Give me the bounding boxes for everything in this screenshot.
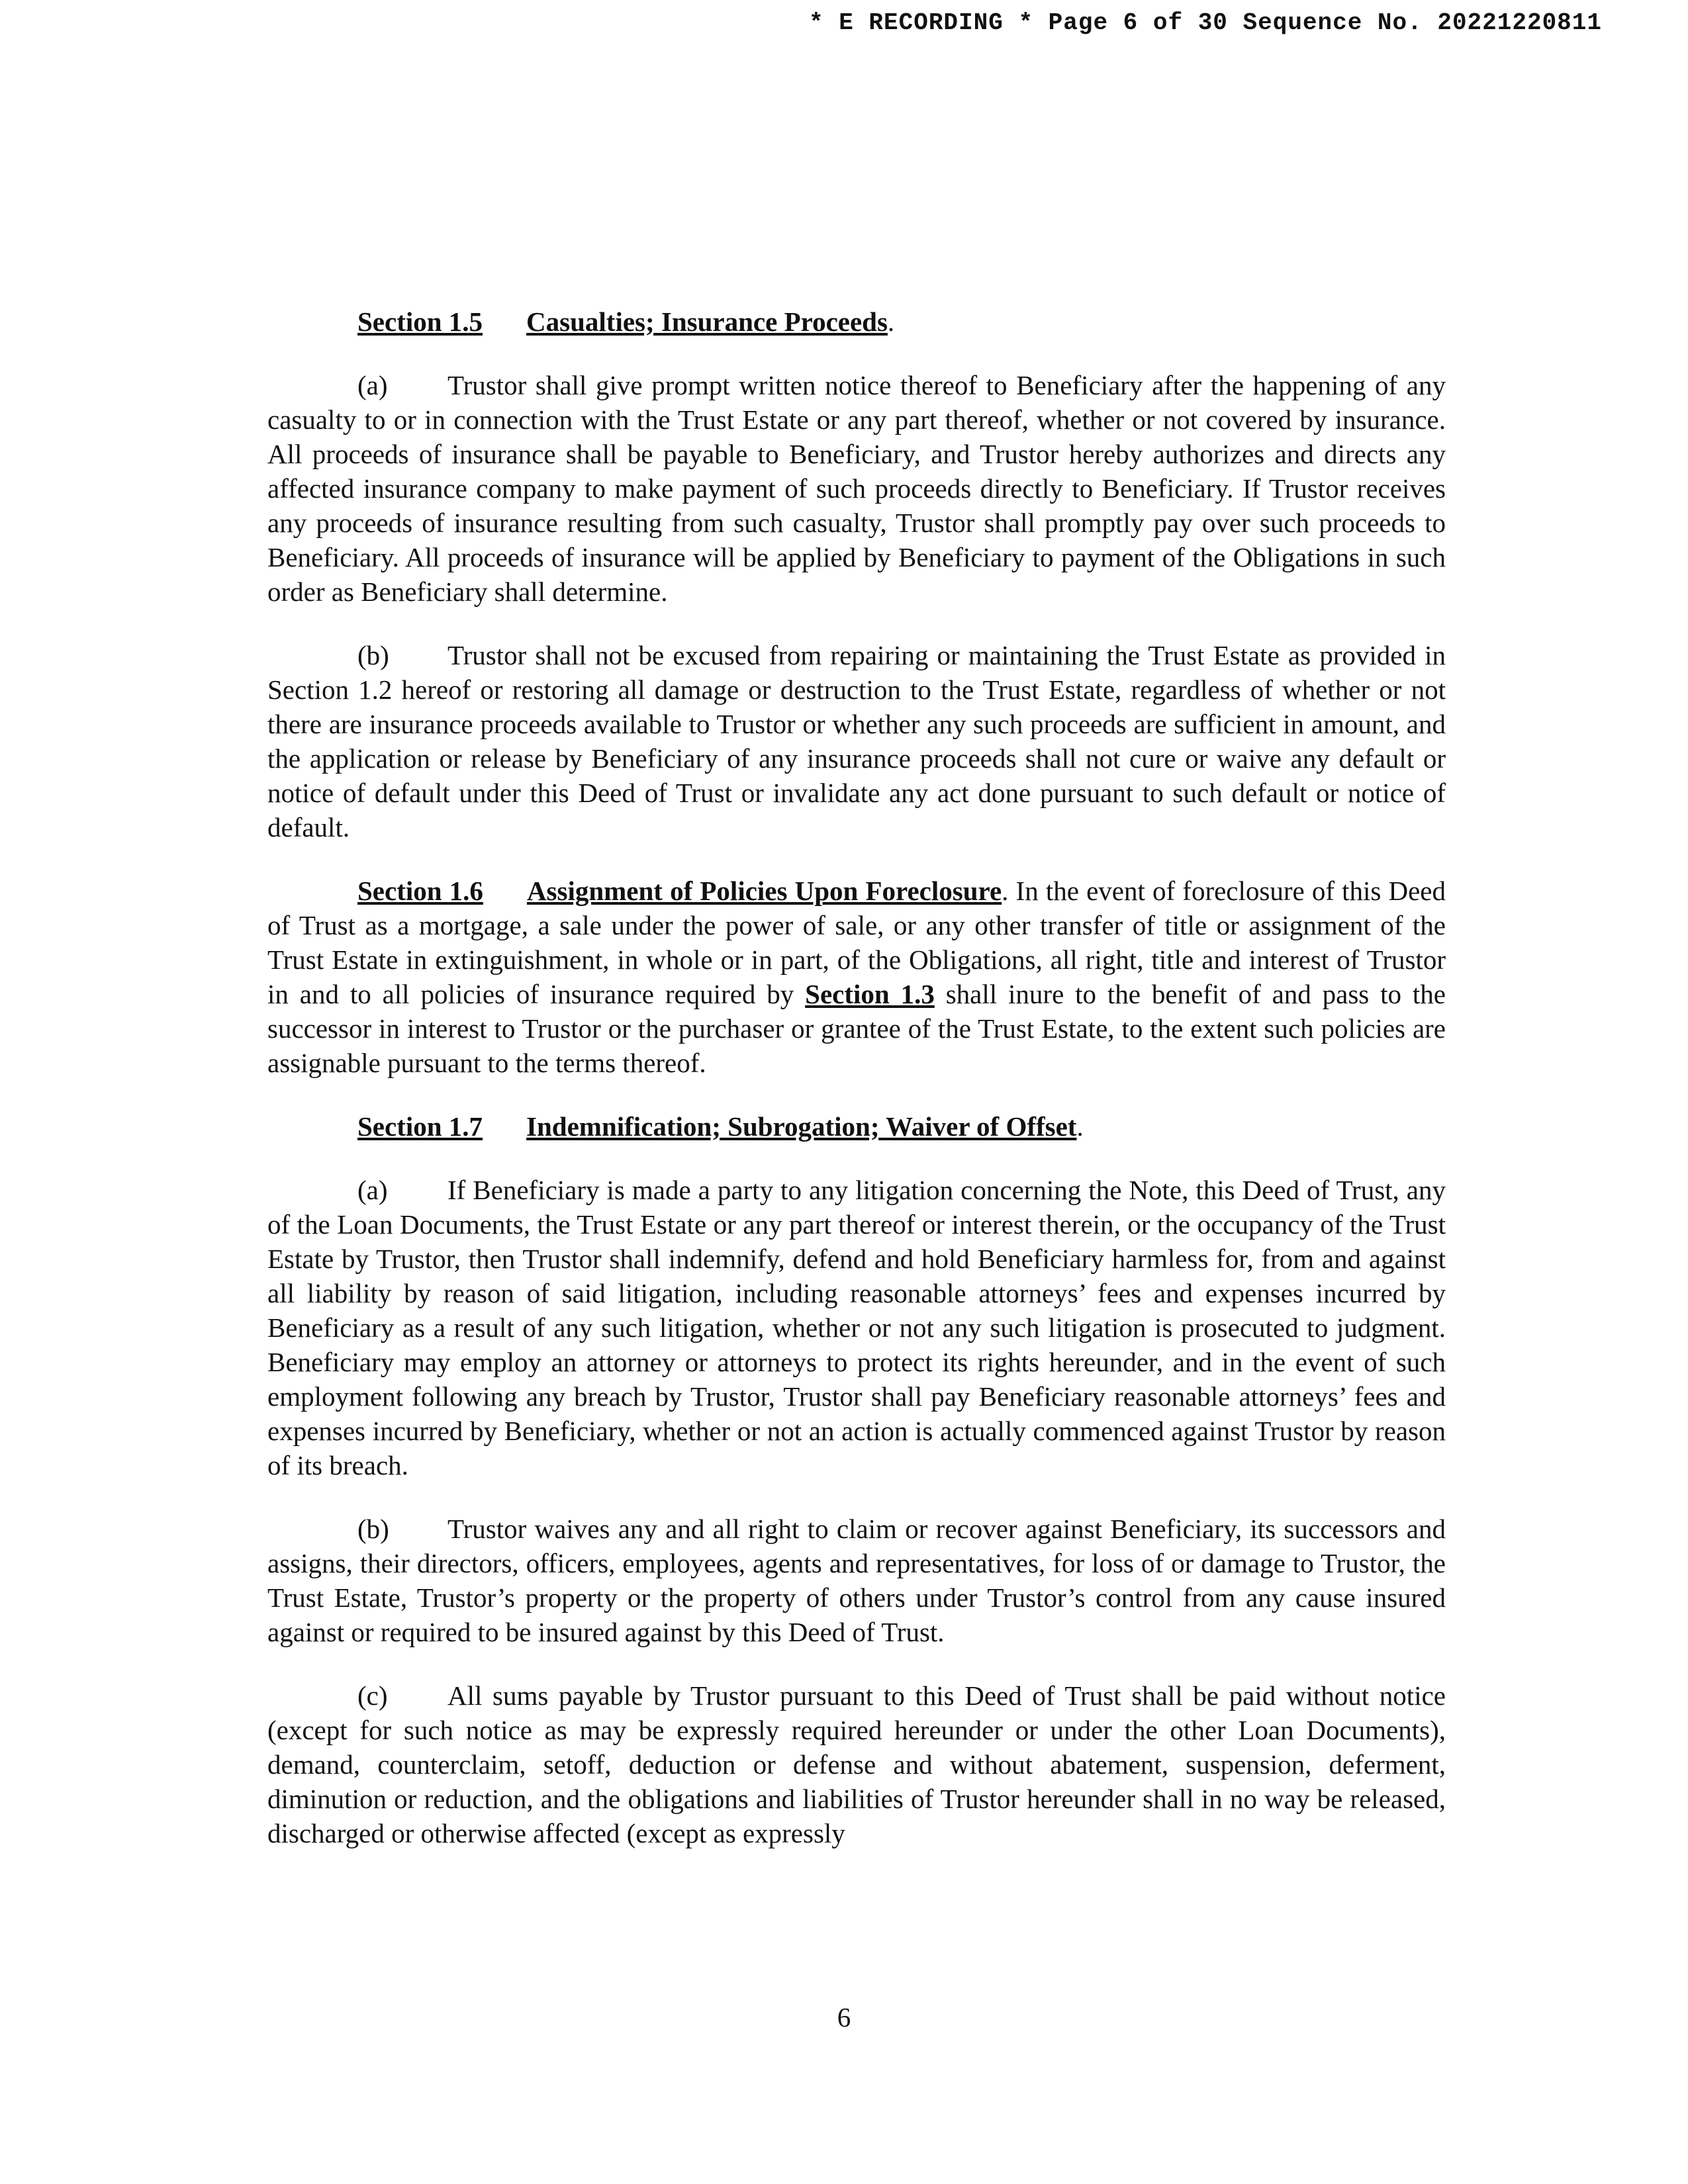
section-title: Casualties; Insurance Proceeds	[526, 306, 888, 337]
paragraph-text: Trustor shall not be excused from repairing or maintaining the Trust Estate as provided in Section 1.2 hereof or restoring all damage or destruction to the Trust Estate, regardless of whether or not there are insurance proceeds available to Trustor or whether any such proceeds are sufficient in amount, and the application or release by Beneficiary of any insurance proceeds shall not cure or waive any default or notice of default under this Deed of Trust or invalidate any act done pursuant to such default or notice of default.	[267, 640, 1446, 842]
section-1-7-paragraph-b	[267, 1512, 1446, 1649]
paragraph-text: shall inure to the benefit of and pass to the successor in interest to Trustor or the purchaser or grantee of the Trust Estate, to the extent such policies are assignable pursuant to the terms thereof.	[267, 979, 1446, 1078]
section-1-6-paragraph	[267, 874, 1446, 1080]
section-number: Section 1.7	[357, 1111, 483, 1142]
section-title: Assignment of Policies Upon Foreclosure	[526, 876, 1002, 906]
section-number: Section 1.6	[357, 876, 483, 906]
section-title: Indemnification; Subrogation; Waiver of Offset	[526, 1111, 1077, 1142]
section-title-period: .	[887, 306, 895, 337]
paragraph-text: Trustor shall give prompt written notice thereof to Beneficiary after the happening of any casualty to or in connection with the Trust Estate or any part thereof, whether or not covered by insurance. All proceeds of insurance shall be payable to Beneficiary, and Trustor hereby authorizes and directs any affected insurance company to make payment of such proceeds directly to Beneficiary. If Trustor receives any proceeds of insurance resulting from such casualty, Trustor shall promptly pay over such proceeds to Beneficiary. All proceeds of insurance will be applied by Beneficiary to payment of the Obligations in such order as Beneficiary shall determine.	[267, 370, 1446, 607]
section-reference: Section 1.3	[805, 979, 935, 1009]
section-number: Section 1.5	[357, 306, 483, 337]
paragraph-text: . In the event of foreclosure of this Deed of Trust as a mortgage, a sale under the power of sale, or any other transfer of title or assignment of the Trust Estate in extinguishment, in whole or in part, of the Obligations, all right, title and interest of Trustor in and to all policies of insurance required by	[267, 876, 1446, 1009]
section-1-5-paragraph-a	[267, 368, 1446, 609]
section-1-5-paragraph-b	[267, 638, 1446, 844]
subsection-label: (b)	[357, 1514, 389, 1544]
subsection-label: (a)	[357, 1175, 388, 1205]
section-1-7-heading	[267, 1109, 1446, 1144]
subsection-label: (b)	[357, 640, 389, 670]
subsection-label: (c)	[357, 1680, 388, 1711]
page-number: 6	[837, 2002, 851, 2032]
subsection-label: (a)	[357, 370, 388, 400]
section-1-7-paragraph-c	[267, 1678, 1446, 1850]
paragraph-text: Trustor waives any and all right to claim or recover against Beneficiary, its successors and assigns, their directors, officers, employees, agents and representatives, for loss of or damage to Trustor, the Trust Estate, Trustor’s property or the property of others under Trustor’s control from any cause insured against or required to be insured against by this Deed of Trust.	[267, 1514, 1446, 1647]
section-1-5-heading	[267, 304, 1446, 339]
paragraph-text: If Beneficiary is made a party to any litigation concerning the Note, this Deed of Trust, any of the Loan Documents, the Trust Estate or any part thereof or interest therein, or the occupancy of the Trust Estate by Trustor, then Trustor shall indemnify, defend and hold Beneficiary harmless for, from and against all liability by reason of said litigation, including reasonable attorneys’ fees and expenses incurred by Beneficiary as a result of any such litigation, whether or not any such litigation is prosecuted to judgment. Beneficiary may employ an attorney or attorneys to protect its rights hereunder, and in the event of such employment following any breach by Trustor, Trustor shall pay Beneficiary reasonable attorneys’ fees and expenses incurred by Beneficiary, whether or not an action is actually commenced against Trustor by reason of its breach.	[267, 1175, 1446, 1480]
section-1-7-paragraph-a	[267, 1173, 1446, 1482]
section-title-period: .	[1076, 1111, 1084, 1142]
recording-header: * E RECORDING * Page 6 of 30 Sequence No. 20221220811	[809, 9, 1602, 36]
paragraph-text: All sums payable by Trustor pursuant to this Deed of Trust shall be paid without notice (except for such notice as may be expressly required hereunder or under the other Loan Documents), demand, counterclaim, setoff, deduction or defense and without abatement, suspension, deferment, diminution or reduction, and the obligations and liabilities of Trustor hereunder shall in no way be released, discharged or otherwise affected (except as expressly	[267, 1680, 1446, 1848]
document-body	[267, 304, 1446, 1880]
